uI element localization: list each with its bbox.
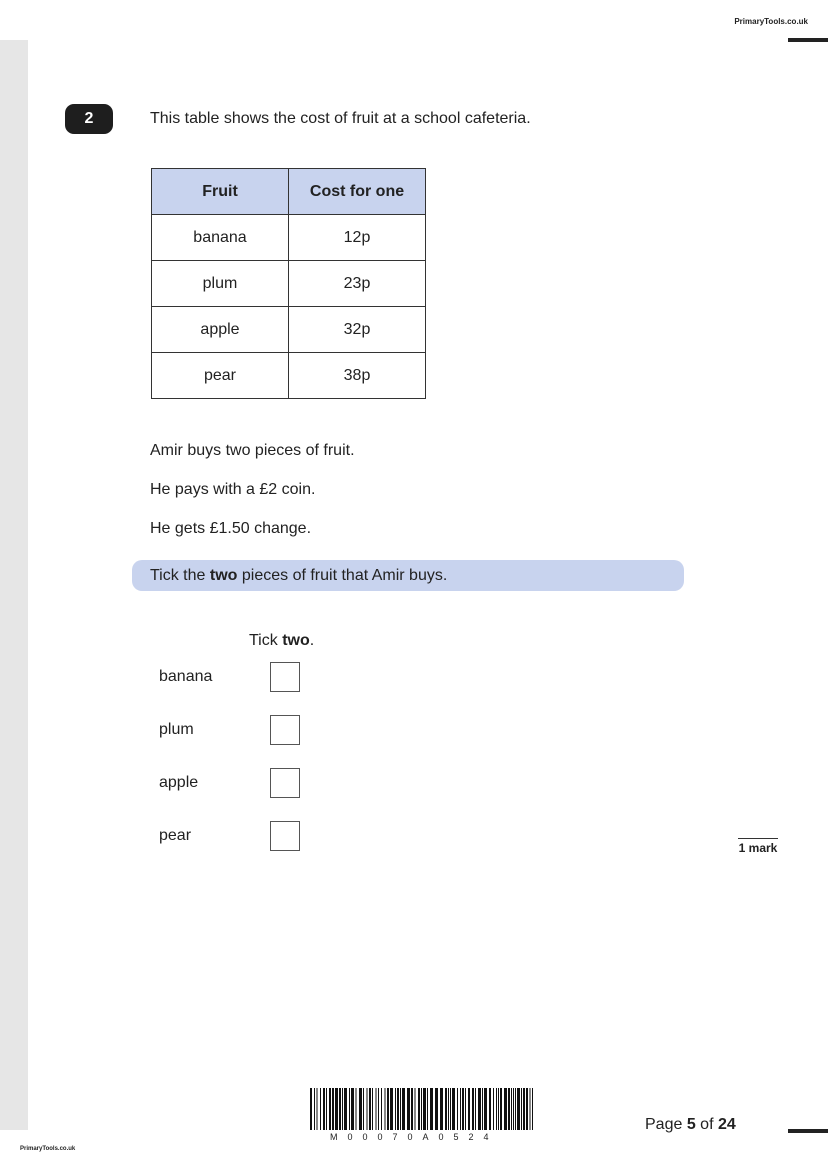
barcode-bar	[448, 1088, 449, 1130]
cell: 32p	[289, 307, 426, 353]
cell: plum	[152, 261, 289, 307]
header-cost: Cost for one	[289, 169, 426, 215]
tick-label	[249, 632, 314, 650]
barcode-bar	[523, 1088, 525, 1130]
instruction-banner	[132, 560, 684, 591]
barcode-bar	[493, 1088, 494, 1130]
barcode-bar	[435, 1088, 438, 1130]
barcode-bar	[381, 1088, 382, 1130]
barcode-bar	[363, 1088, 364, 1130]
barcode-bar	[489, 1088, 491, 1130]
barcode-bar	[457, 1088, 458, 1130]
checkbox-plum[interactable]	[270, 715, 300, 745]
checkbox-banana[interactable]	[270, 662, 300, 692]
barcode-bar	[400, 1088, 401, 1130]
barcode-bar	[460, 1088, 461, 1130]
barcode-bar	[427, 1088, 428, 1130]
cell: 23p	[289, 261, 426, 307]
barcode-bar	[421, 1088, 422, 1130]
barcode-bar	[351, 1088, 354, 1130]
barcode-bar	[342, 1088, 343, 1130]
barcode-bar	[411, 1088, 413, 1130]
barcode-bar	[450, 1088, 451, 1130]
barcode-bar	[508, 1088, 510, 1130]
brand-footer: PrimaryTools.co.uk	[20, 1146, 76, 1152]
header-fruit: Fruit	[152, 169, 289, 215]
text-bold: two	[282, 632, 310, 649]
question-number: 2	[65, 104, 113, 134]
barcode-bar	[468, 1088, 470, 1130]
barcode-bar	[359, 1088, 362, 1130]
barcode-bar	[423, 1088, 426, 1130]
barcode-bar	[445, 1088, 447, 1130]
table-row	[152, 307, 426, 353]
barcode-bar	[414, 1088, 416, 1130]
divider	[788, 1129, 828, 1133]
barcode-bar	[440, 1088, 443, 1130]
instruction-text	[150, 567, 447, 585]
text: .	[309, 632, 315, 649]
cell: 38p	[289, 353, 426, 399]
cell: apple	[152, 307, 289, 353]
barcode-bar	[484, 1088, 487, 1130]
barcode-bar	[402, 1088, 405, 1130]
text: Tick the	[150, 567, 210, 584]
barcode-bar	[526, 1088, 528, 1130]
barcode-bar	[504, 1088, 507, 1130]
barcode-bar	[314, 1088, 315, 1130]
barcode-bar	[384, 1088, 386, 1130]
barcode-bar	[452, 1088, 455, 1130]
barcode-bar	[511, 1088, 512, 1130]
barcode-bar	[478, 1088, 481, 1130]
barcode-bar	[344, 1088, 347, 1130]
barcode-bar	[329, 1088, 331, 1130]
text: of	[695, 1116, 718, 1133]
text: Page	[645, 1116, 687, 1133]
fruit-cost-table	[151, 168, 426, 399]
barcode-bar	[372, 1088, 373, 1130]
barcode-bar	[323, 1088, 325, 1130]
barcode-bar	[366, 1088, 368, 1130]
option-label: apple	[159, 774, 199, 791]
current-page: 5	[686, 1116, 696, 1133]
option-label: pear	[159, 827, 192, 844]
barcode-bar	[465, 1088, 466, 1130]
total-pages: 24	[717, 1116, 736, 1133]
barcode-bar	[310, 1088, 312, 1130]
checkbox-apple[interactable]	[270, 768, 300, 798]
barcode-bar	[517, 1088, 520, 1130]
barcode-bar	[349, 1088, 350, 1130]
barcode-bar	[390, 1088, 393, 1130]
barcode-bar	[335, 1088, 338, 1130]
barcode-bar	[515, 1088, 516, 1130]
barcode-bar	[496, 1088, 497, 1130]
option-label: plum	[159, 721, 194, 738]
barcode-bar	[462, 1088, 464, 1130]
table-row	[152, 353, 426, 399]
barcode-text: M00070A0524	[330, 1132, 499, 1142]
cell: banana	[152, 215, 289, 261]
question-intro: This table shows the cost of fruit at a school cafeteria.	[150, 110, 531, 127]
brand-header: PrimaryTools.co.uk	[734, 17, 808, 26]
story-line: Amir buys two pieces of fruit.	[150, 442, 355, 459]
divider	[788, 38, 828, 42]
cell: 12p	[289, 215, 426, 261]
barcode-bar	[355, 1088, 357, 1130]
barcode-bar	[521, 1088, 522, 1130]
barcode-bar	[418, 1088, 420, 1130]
barcode-bar	[316, 1088, 318, 1130]
barcode-bar	[472, 1088, 474, 1130]
barcode-bar	[375, 1088, 377, 1130]
text: pieces of fruit that Amir buys.	[237, 567, 448, 584]
barcode-bar	[369, 1088, 371, 1130]
text-bold: two	[209, 567, 238, 584]
margin-strip	[0, 40, 28, 1130]
story-line: He gets £1.50 change.	[150, 520, 312, 537]
barcode-bar	[320, 1088, 321, 1130]
page-number	[645, 1116, 736, 1134]
barcode-bar	[339, 1088, 341, 1130]
option-label: banana	[159, 668, 213, 685]
barcode-bar	[475, 1088, 476, 1130]
barcode-bar	[498, 1088, 499, 1130]
barcode-bar	[482, 1088, 483, 1130]
story-line: He pays with a £2 coin.	[150, 481, 316, 498]
table-row	[152, 215, 426, 261]
barcode-bar	[430, 1088, 433, 1130]
barcode-bar	[532, 1088, 533, 1130]
marks-label: 1 mark	[738, 838, 778, 855]
barcode-bar	[332, 1088, 334, 1130]
barcode-bar	[395, 1088, 396, 1130]
barcode-bar	[500, 1088, 502, 1130]
table-row	[152, 261, 426, 307]
checkbox-pear[interactable]	[270, 821, 300, 851]
barcode-bar	[387, 1088, 389, 1130]
text: Tick	[249, 632, 283, 649]
barcode-bar	[529, 1088, 531, 1130]
barcode	[310, 1088, 536, 1130]
barcode-bar	[407, 1088, 410, 1130]
barcode-bar	[326, 1088, 327, 1130]
barcode-bar	[397, 1088, 399, 1130]
barcode-bar	[513, 1088, 514, 1130]
cell: pear	[152, 353, 289, 399]
barcode-bar	[378, 1088, 379, 1130]
